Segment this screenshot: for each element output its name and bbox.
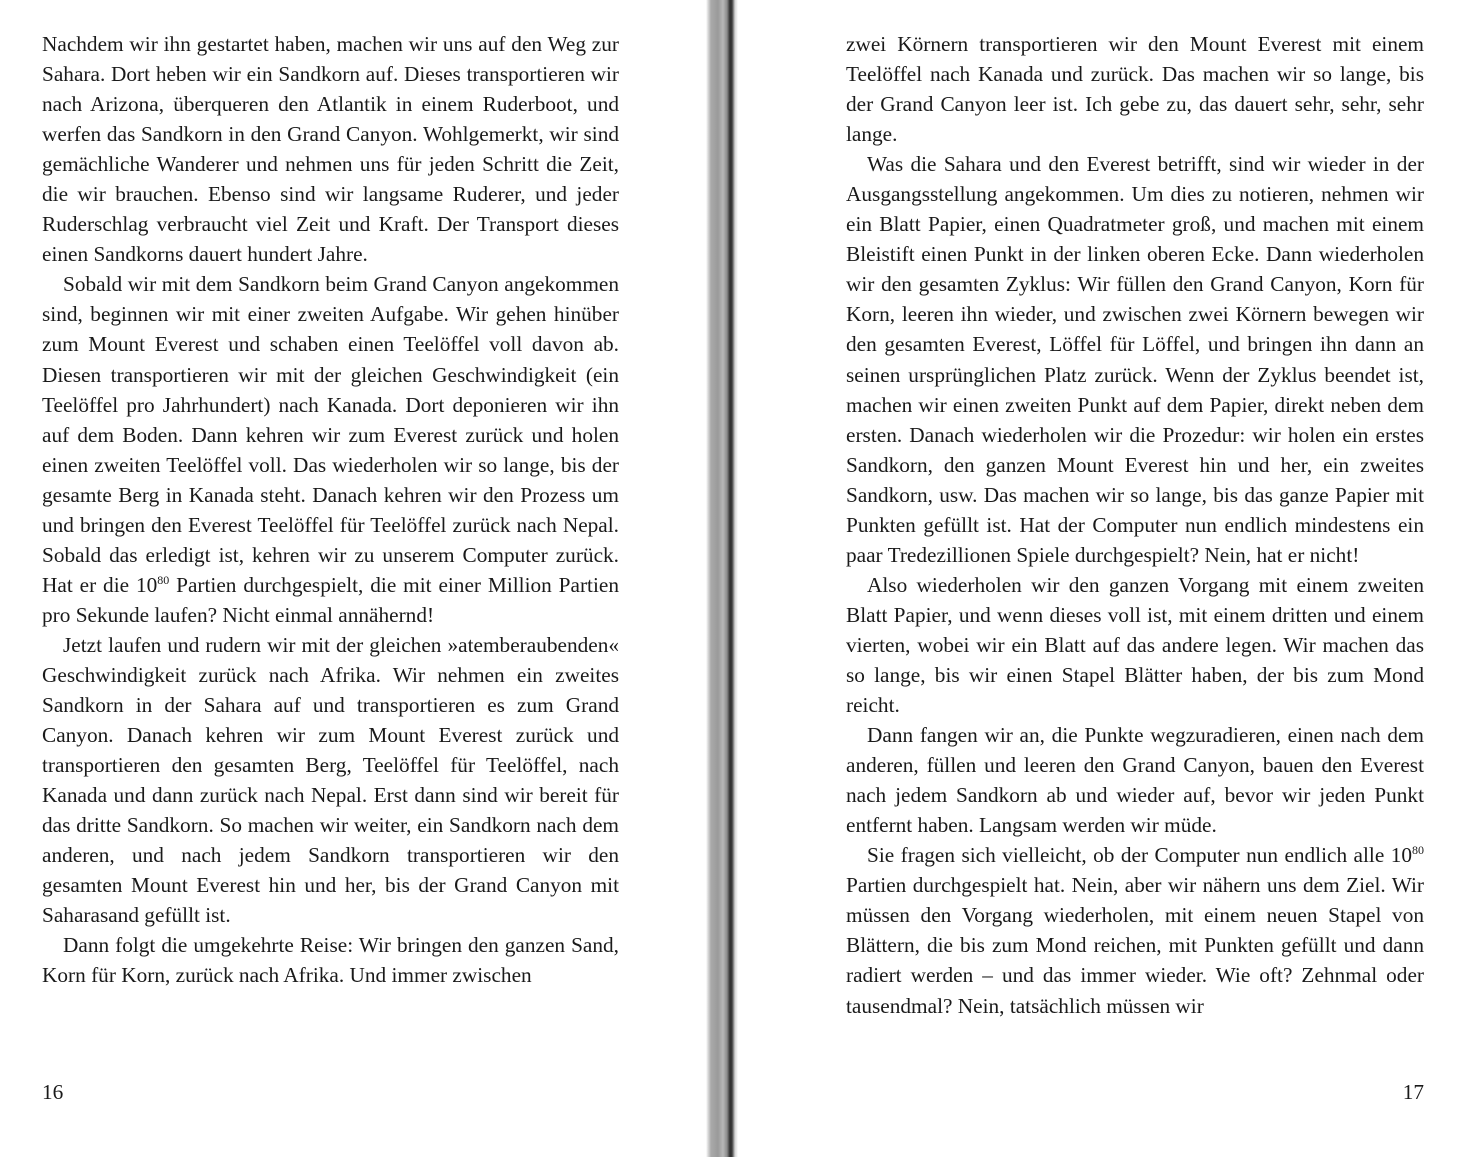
paragraph: Was die Sahara und den Everest betrifft, sind wir wieder in der Ausgangsstellung angekommen. Um dies zu notieren, nehmen wir ein Blatt Papier, einen Quadratmeter groß, und machen mit einem Bleistift einen Punkt in der linken oberen Ecke. Dann wiederholen wir den gesamten Zyklus: Wir füllen den Grand Canyon, Korn für Korn, leeren ihn wieder, und zwischen zwei Körnern bewegen wir den gesamten Everest, Löffel für Löffel, und bringen ihn dann an seinen ursprünglichen Platz zurück. Wenn der Zyklus beendet ist, machen wir einen zweiten Punkt auf dem Papier, direkt neben dem ersten. Danach wiederholen wir die Prozedur: wir holen ein erstes Sandkorn, den ganzen Mount Everest hin und her, ein zweites Sandkorn, usw. Das machen wir so lange, bis das ganze Papier mit Punkten gefüllt ist. Hat der Computer nun endlich mindestens ein paar Tredezillionen Spiele durchgespielt? Nein, hat er nicht!	[846, 152, 1424, 567]
right-page-text	[846, 29, 1424, 1021]
paragraph: Sie fragen sich vielleicht, ob der Computer nun endlich alle $10^{80}$ Partien durchgespielt hat. Nein, aber wir nähern uns dem Ziel. Wir müssen den Vorgang wiederholen, mit einem neuen Stapel von Blättern, die bis zum Mond reichen, mit Punkten gefüllt und dann radiert werden – und das immer wieder. Wie oft? Zehnmal oder tausendmal? Nein, tatsächlich müssen wir	[846, 843, 1424, 1018]
left-page-text	[42, 29, 619, 991]
paragraph: Dann folgt die umgekehrte Reise: Wir bringen den ganzen Sand, Korn für Korn, zurück nach Afrika. Und immer zwischen	[42, 933, 619, 988]
paragraph: Dann fangen wir an, die Punkte wegzuradieren, einen nach dem anderen, füllen und leeren den Grand Canyon, bauen den Everest nach jedem Sandkorn ab und wieder auf, bevor wir jeden Punkt entfernt haben. Langsam werden wir müde.	[846, 723, 1424, 838]
paragraph: zwei Körnern transportieren wir den Mount Everest mit einem Teelöffel nach Kanada und zurück. Das machen wir so lange, bis der Grand Canyon leer ist. Ich gebe zu, das dauert sehr, sehr, sehr lange.	[846, 32, 1424, 147]
right-page	[742, 0, 1473, 1157]
left-page	[0, 0, 700, 1157]
paragraph: Also wiederholen wir den ganzen Vorgang mit einem zweiten Blatt Papier, und wenn dieses voll ist, mit einem dritten und einem vierten, wobei wir ein Blatt auf das andere legen. Wir machen das so lange, bis wir einen Stapel Blätter haben, der bis zum Mond reicht.	[846, 572, 1424, 718]
exponent: 80	[1412, 843, 1424, 858]
page-number: 17	[1402, 1080, 1424, 1104]
paragraph: Jetzt laufen und rudern wir mit der gleichen »atemberaubenden« Geschwindigkeit zurück nach Afrika. Wir nehmen ein zweites Sandkorn in der Sahara auf und transportieren es zum Grand Canyon. Danach kehren wir zum Mount Everest zurück und transportieren den gesamten Berg, Teelöffel für Teelöffel, nach Kanada und dann zurück nach Nepal. Erst dann sind wir bereit für das dritte Sandkorn. So machen wir weiter, ein Sandkorn nach dem anderen, und nach jedem Sandkorn transportieren wir den gesamten Mount Everest hin und her, bis der Grand Canyon mit Saharasand gefüllt ist.	[42, 632, 619, 928]
paragraph: Sobald wir mit dem Sandkorn beim Grand Canyon angekommen sind, beginnen wir mit einer zweiten Aufgabe. Wir gehen hinüber zum Mount Everest und schaben einen Teelöffel voll davon ab. Diesen transportieren wir mit der gleichen Geschwindigkeit (ein Teelöffel pro Jahrhundert) nach Kanada. Dort deponieren wir ihn auf dem Boden. Dann kehren wir zum Everest zurück und holen einen zweiten Teelöffel voll. Das wiederholen wir so lange, bis der gesamte Berg in Kanada steht. Danach kehren wir den Prozess um und bringen den Everest Teelöffel für Teelöffel zurück nach Nepal. Sobald das erledigt ist, kehren wir zu unserem Computer zurück. Hat er die $10^{80}$ Partien durchgespielt, die mit einer Million Partien pro Sekunde laufen? Nicht einmal annähernd!	[42, 272, 619, 627]
paragraph: Nachdem wir ihn gestartet haben, machen wir uns auf den Weg zur Sahara. Dort heben wir ein Sandkorn auf. Dieses transportieren wir nach Arizona, überqueren den Atlantik in einem Ruderboot, und werfen das Sandkorn in den Grand Canyon. Wohlgemerkt, wir sind gemächliche Wanderer und nehmen uns für jeden Schritt die Zeit, die wir brauchen. Ebenso sind wir langsame Ruderer, und jeder Ruderschlag verbraucht viel Zeit und Kraft. Der Transport dieses einen Sandkorns dauert hundert Jahre.	[42, 32, 619, 267]
page-number: 16	[42, 1080, 64, 1104]
exponent: 80	[157, 572, 170, 587]
book-gutter	[700, 0, 742, 1157]
